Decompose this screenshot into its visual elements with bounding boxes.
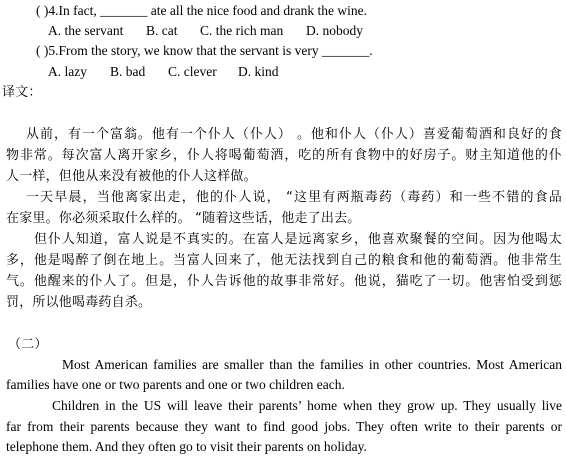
q5-option-b: B. bad: [110, 64, 146, 79]
passage-2-line-4: far from their parents because they want to find good jobs. They often write to their parents or: [6, 419, 562, 434]
q4-option-d: D. nobody: [306, 23, 363, 38]
translation-line-8: 气。他醒来的仆人了。但是，仆人告诉他的故事非常好。他说，猫吃了一切。他害怕受到惩: [6, 274, 562, 289]
translation-line-9: 罚，所以他喝毒药自杀。: [6, 295, 152, 310]
passage-2-line-2: families have one or two parents and one or two children each.: [6, 377, 345, 392]
translation-line-2: 物非常。每次富人离开家乡，仆人将喝葡萄酒，吃的所有食物中的好房子。财主知道他的仆: [6, 148, 562, 163]
q5-option-a: A. lazy: [48, 64, 87, 79]
translation-line-1: 从前，有一个富翁。他有一个仆人（仆人） 。他和仆人（仆人）喜爱葡萄酒和良好的食: [26, 127, 562, 142]
question-4-stem: ( )4.In fact, _______ ate all the nice food and drank the wine.: [36, 3, 368, 18]
passage-2-line-5: telephone them. And they often go to visit their parents on holiday.: [6, 439, 367, 454]
question-5-stem: ( )5.From the story, we know that the servant is very _______.: [36, 43, 373, 58]
q4-option-a: A. the servant: [48, 23, 124, 38]
translation-line-5: 在家里。你必须采取什么样的。 “随着这些话，他走了出去。: [6, 211, 361, 226]
passage-2-label: （二）: [8, 337, 48, 352]
translation-line-3: 人一样，但他从来没有被他的仆人这样做。: [6, 169, 257, 184]
translation-heading: 译文：: [2, 85, 42, 100]
translation-line-7: 多，他是喝醉了倒在地上。当富人回来了，他无法找到自己的粮食和他的葡萄酒。他非常生: [6, 253, 562, 268]
passage-2-line-3: Children in the US will leave their parents’ home when they grow up. They usually live: [52, 398, 562, 413]
q5-option-c: C. clever: [168, 64, 217, 79]
q4-option-c: C. the rich man: [200, 23, 284, 38]
translation-line-6: 但仆人知道，富人说是不真实的。在富人是远离家乡，他喜欢聚餐的空间。因为他喝太: [34, 232, 562, 247]
translation-line-4: 一天早晨，当他离家出走，他的仆人说， “这里有两瓶毒药（毒药）和一些不错的食品: [26, 190, 562, 205]
q5-option-d: D. kind: [238, 64, 279, 79]
passage-2-line-1: Most American families are smaller than the families in other countries. Most American: [62, 357, 562, 372]
q4-option-b: B. cat: [146, 23, 178, 38]
